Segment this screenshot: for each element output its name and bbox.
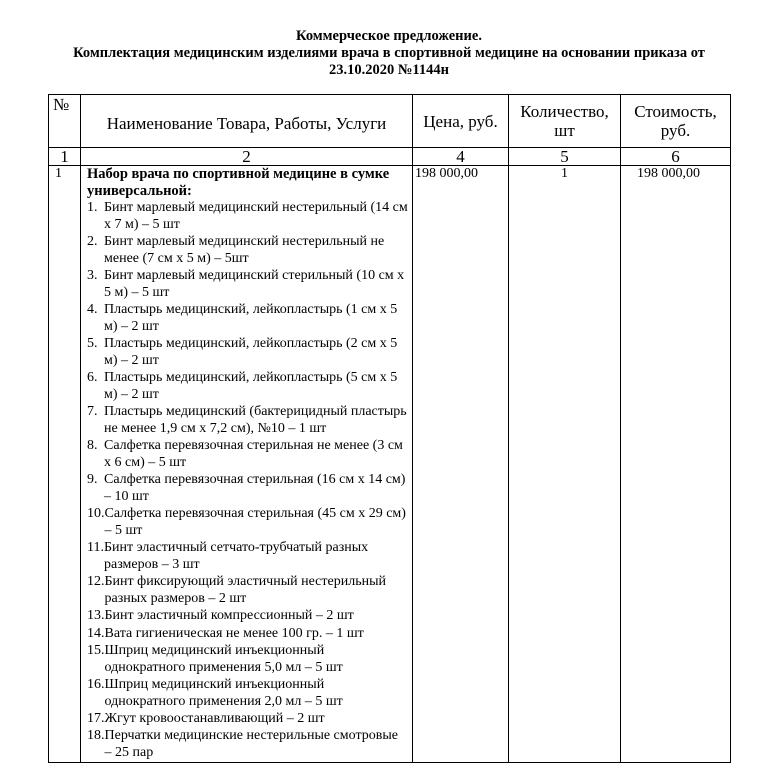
list-item-number: 5.: [87, 336, 98, 352]
kit-items-list: [87, 200, 408, 761]
list-item-number: 9.: [87, 472, 98, 488]
list-item: [87, 711, 408, 728]
list-item-text: Бинт марлевый медицинский нестерильный не менее (7 см х 5 м) – 5шт: [104, 234, 385, 267]
list-item-text: Бинт эластичный сетчато-трубчатый разных размеров – 3 шт: [104, 540, 369, 573]
list-item-number: 18.: [87, 728, 105, 744]
list-item-number: 4.: [87, 302, 98, 318]
column-index: 5: [509, 148, 621, 166]
list-item-number: 7.: [87, 404, 98, 420]
list-item-text: Салфетка перевязочная стерильная (16 см х 14 см) – 10 шт: [104, 472, 406, 505]
list-item-text: Пластырь медицинский, лейкопластырь (1 см х 5 м) – 2 шт: [104, 302, 398, 335]
list-item-text: Салфетка перевязочная стерильная (45 см х 29 см) – 5 шт: [104, 506, 406, 539]
list-item: [87, 472, 408, 505]
list-item: [87, 200, 408, 233]
kit-title: Набор врача по спортивной медицине в сумке универсальной:: [87, 166, 390, 199]
list-item-text: Шприц медицинский инъекционный однократного применения 2,0 мл – 5 шт: [104, 677, 343, 709]
list-item: [87, 540, 408, 573]
row-num: 1: [49, 166, 81, 763]
list-item-number: 3.: [87, 268, 98, 284]
list-item-text: Жгут кровоостанавливающий – 2 шт: [104, 711, 325, 726]
header-price: Цена, руб.: [413, 95, 509, 148]
document-title: [0, 28, 778, 79]
list-item-text: Пластырь медицинский, лейкопластырь (5 см х 5 м) – 2 шт: [104, 370, 398, 403]
title-line-3: 23.10.2020 №1144н: [328, 62, 449, 78]
table-row: [49, 166, 731, 763]
list-item: [87, 728, 408, 761]
offer-table: [48, 94, 731, 763]
list-item: [87, 608, 408, 625]
list-item: [87, 438, 408, 471]
list-item-number: 14.: [87, 625, 105, 641]
list-item-text: Бинт марлевый медицинский стерильный (10 см х 5 м) – 5 шт: [104, 268, 405, 301]
row-price: 198 000,00: [413, 166, 509, 763]
row-cost: 198 000,00: [621, 166, 731, 763]
column-index: 4: [413, 148, 509, 166]
list-item-number: 17.: [87, 711, 105, 726]
title-line-2: Комплектация медицинским изделиями врача в спортивной медицине на основании приказа от: [73, 45, 705, 61]
list-item: [87, 404, 408, 437]
list-item: [87, 643, 408, 676]
list-item: [87, 506, 408, 539]
list-item-text: Шприц медицинский инъекционный однократного применения 5,0 мл – 5 шт: [104, 643, 343, 675]
table-header-row: [49, 95, 731, 148]
list-item: [87, 574, 408, 607]
list-item-text: Перчатки медицинские нестерильные смотровые – 25 пар: [104, 728, 398, 760]
column-index-row: [49, 148, 731, 166]
list-item: [87, 677, 408, 710]
column-index: 6: [621, 148, 731, 166]
list-item-number: 6.: [87, 370, 98, 386]
header-name: Наименование Товара, Работы, Услуги: [81, 95, 413, 148]
list-item-number: 11.: [87, 540, 104, 556]
list-item-text: Вата гигиеническая не менее 100 гр. – 1 шт: [104, 625, 364, 641]
list-item: [87, 234, 408, 267]
title-line-1: Коммерческое предложение.: [296, 28, 482, 44]
list-item: [87, 626, 408, 643]
list-item-text: Пластырь медицинский, лейкопластырь (2 см х 5 м) – 2 шт: [104, 336, 398, 369]
list-item-text: Пластырь медицинский (бактерицидный пластырь не менее 1,9 см х 7,2 см), №10 – 1 шт: [104, 404, 407, 437]
list-item: [87, 370, 408, 403]
row-qty: 1: [509, 166, 621, 763]
list-item-number: 10.: [87, 506, 105, 522]
list-item-text: Бинт эластичный компрессионный – 2 шт: [104, 608, 354, 624]
list-item: [87, 336, 408, 369]
list-item-number: 8.: [87, 438, 98, 454]
header-num: №: [49, 95, 81, 148]
row-name-cell: [81, 166, 413, 763]
list-item-text: Бинт фиксирующий эластичный нестерильный разных размеров – 2 шт: [104, 574, 386, 607]
list-item-number: 15.: [87, 643, 105, 658]
header-cost: Стоимость, руб.: [621, 95, 731, 148]
column-index: 1: [49, 148, 81, 166]
list-item-number: 13.: [87, 608, 105, 624]
list-item: [87, 268, 408, 301]
list-item-text: Бинт марлевый медицинский нестерильный (14 см х 7 м) – 5 шт: [104, 200, 408, 233]
list-item-text: Салфетка перевязочная стерильная не менее (3 см х 6 см) – 5 шт: [104, 438, 403, 471]
list-item-number: 1.: [87, 200, 98, 216]
header-qty: Количество, шт: [509, 95, 621, 148]
list-item: [87, 302, 408, 335]
list-item-number: 12.: [87, 574, 105, 590]
list-item-number: 16.: [87, 677, 105, 692]
list-item-number: 2.: [87, 234, 98, 250]
column-index: 2: [81, 148, 413, 166]
